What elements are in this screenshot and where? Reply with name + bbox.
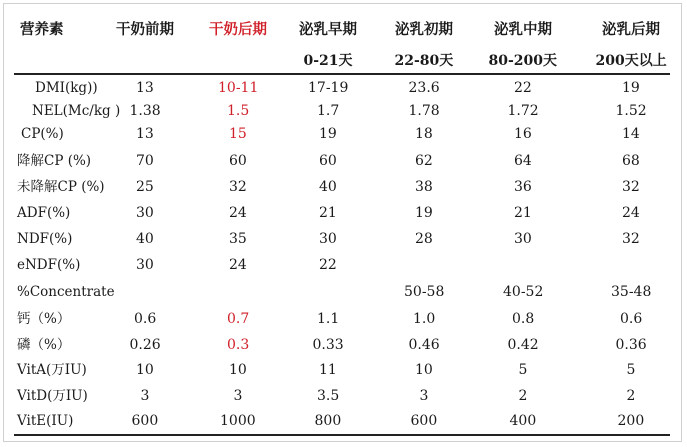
row-label: VitE(IU) xyxy=(17,413,74,429)
table-cell: 0.36 xyxy=(615,337,647,353)
table-cell: 24 xyxy=(229,205,247,221)
table-cell: 60 xyxy=(229,153,247,169)
table-cell: 21 xyxy=(319,205,337,221)
row-label: eNDF(%) xyxy=(17,257,81,273)
table-cell: 0.42 xyxy=(507,337,539,353)
table-cell: 10 xyxy=(136,362,154,378)
column-header: 泌乳初期 xyxy=(395,21,453,38)
table-cell: 1.5 xyxy=(227,103,250,119)
table-cell: 30 xyxy=(136,257,154,273)
table-cell: 0.26 xyxy=(129,337,161,353)
table-cell: 32 xyxy=(622,231,640,247)
table-cell: 10-11 xyxy=(218,80,259,96)
row-label: CP(%) xyxy=(21,126,64,142)
table-cell: 62 xyxy=(415,153,433,169)
column-subheader: 80-200天 xyxy=(488,53,558,69)
table-cell: 1.52 xyxy=(615,103,647,119)
table-cell: 70 xyxy=(136,153,154,169)
table-cell: 19 xyxy=(622,80,640,96)
table-cell: 21 xyxy=(514,205,532,221)
table-cell: 28 xyxy=(415,231,433,247)
row-label: 降解CP (%) xyxy=(17,153,92,169)
row-label: DMI(kg)) xyxy=(35,80,98,96)
table-cell: 1.1 xyxy=(317,311,340,327)
row-label: ADF(%) xyxy=(17,205,71,221)
table-cell: 3.5 xyxy=(317,388,340,404)
table-cell: 15 xyxy=(229,126,247,142)
column-header: 干奶后期 xyxy=(209,21,267,38)
table-cell: 200 xyxy=(617,413,645,429)
table-cell: 10 xyxy=(229,362,247,378)
table-cell: 60 xyxy=(319,153,337,169)
row-label: 未降解CP (%) xyxy=(17,179,105,195)
table-cell: 36 xyxy=(514,179,532,195)
table-cell: 2 xyxy=(626,388,636,404)
table-cell: 1.72 xyxy=(507,103,539,119)
row-label: VitA(万IU) xyxy=(17,362,87,378)
table-cell: 22 xyxy=(514,80,532,96)
table-cell: 5 xyxy=(518,362,528,378)
table-cell: 19 xyxy=(415,205,433,221)
table-cell: 13 xyxy=(136,126,154,142)
column-header-nutrient: 营养素 xyxy=(20,21,64,38)
table-cell: 16 xyxy=(514,126,532,142)
table-cell: 600 xyxy=(410,413,438,429)
row-label: NDF(%) xyxy=(17,231,73,247)
table-cell: 1.78 xyxy=(408,103,440,119)
table-cell: 24 xyxy=(622,205,640,221)
table-cell: 600 xyxy=(131,413,159,429)
table-cell: 64 xyxy=(514,153,532,169)
table-cell: 18 xyxy=(415,126,433,142)
table-cell: 1.38 xyxy=(129,103,161,119)
table-cell: 40 xyxy=(136,231,154,247)
table-cell: 0.7 xyxy=(227,311,250,327)
column-header: 泌乳后期 xyxy=(602,21,660,38)
row-label: 磷（%） xyxy=(17,337,71,353)
table-cell: 3 xyxy=(140,388,150,404)
bottom-rule xyxy=(14,434,670,436)
table-cell: 0.3 xyxy=(227,337,250,353)
table-cell: 14 xyxy=(622,126,640,142)
column-subheader: 200天以上 xyxy=(595,53,667,69)
table-cell: 25 xyxy=(136,179,154,195)
table-cell: 40 xyxy=(319,179,337,195)
table-cell: 17-19 xyxy=(308,80,349,96)
table-cell: 11 xyxy=(319,362,337,378)
table-cell: 0.46 xyxy=(408,337,440,353)
table-cell: 50-58 xyxy=(404,284,445,300)
table-cell: 32 xyxy=(229,179,247,195)
table-cell: 24 xyxy=(229,257,247,273)
table-cell: 5 xyxy=(626,362,636,378)
row-label: 钙（%） xyxy=(17,311,71,327)
row-label: %Concentrate xyxy=(17,284,115,300)
table-cell: 800 xyxy=(314,413,342,429)
column-subheader: 0-21天 xyxy=(303,53,353,69)
table-cell: 68 xyxy=(622,153,640,169)
table-cell: 40-52 xyxy=(503,284,544,300)
table-cell: 400 xyxy=(509,413,537,429)
table-cell: 1000 xyxy=(220,413,256,429)
table-cell: 35 xyxy=(229,231,247,247)
table-cell: 0.6 xyxy=(620,311,643,327)
table-cell: 3 xyxy=(419,388,429,404)
column-header: 泌乳中期 xyxy=(494,21,552,38)
table-cell: 0.6 xyxy=(134,311,157,327)
table-cell: 19 xyxy=(319,126,337,142)
table-cell: 10 xyxy=(415,362,433,378)
table-cell: 3 xyxy=(233,388,243,404)
table-cell: 35-48 xyxy=(611,284,652,300)
table-cell: 2 xyxy=(518,388,528,404)
table-cell: 30 xyxy=(136,205,154,221)
table-cell: 23.6 xyxy=(408,80,440,96)
table-cell: 0.33 xyxy=(312,337,344,353)
row-label: VitD(万IU) xyxy=(17,388,88,404)
column-header: 泌乳早期 xyxy=(299,21,357,38)
table-cell: 32 xyxy=(622,179,640,195)
row-label: NEL(Mc/kg ) xyxy=(32,103,121,119)
table-cell: 1.7 xyxy=(317,103,340,119)
header-rule xyxy=(14,73,670,75)
table-cell: 30 xyxy=(514,231,532,247)
table-cell: 22 xyxy=(319,257,337,273)
table-cell: 13 xyxy=(136,80,154,96)
table-cell: 38 xyxy=(415,179,433,195)
table-cell: 1.0 xyxy=(413,311,436,327)
column-subheader: 22-80天 xyxy=(394,53,454,69)
table-cell: 30 xyxy=(319,231,337,247)
table-cell: 0.8 xyxy=(512,311,535,327)
column-header: 干奶前期 xyxy=(116,21,174,38)
